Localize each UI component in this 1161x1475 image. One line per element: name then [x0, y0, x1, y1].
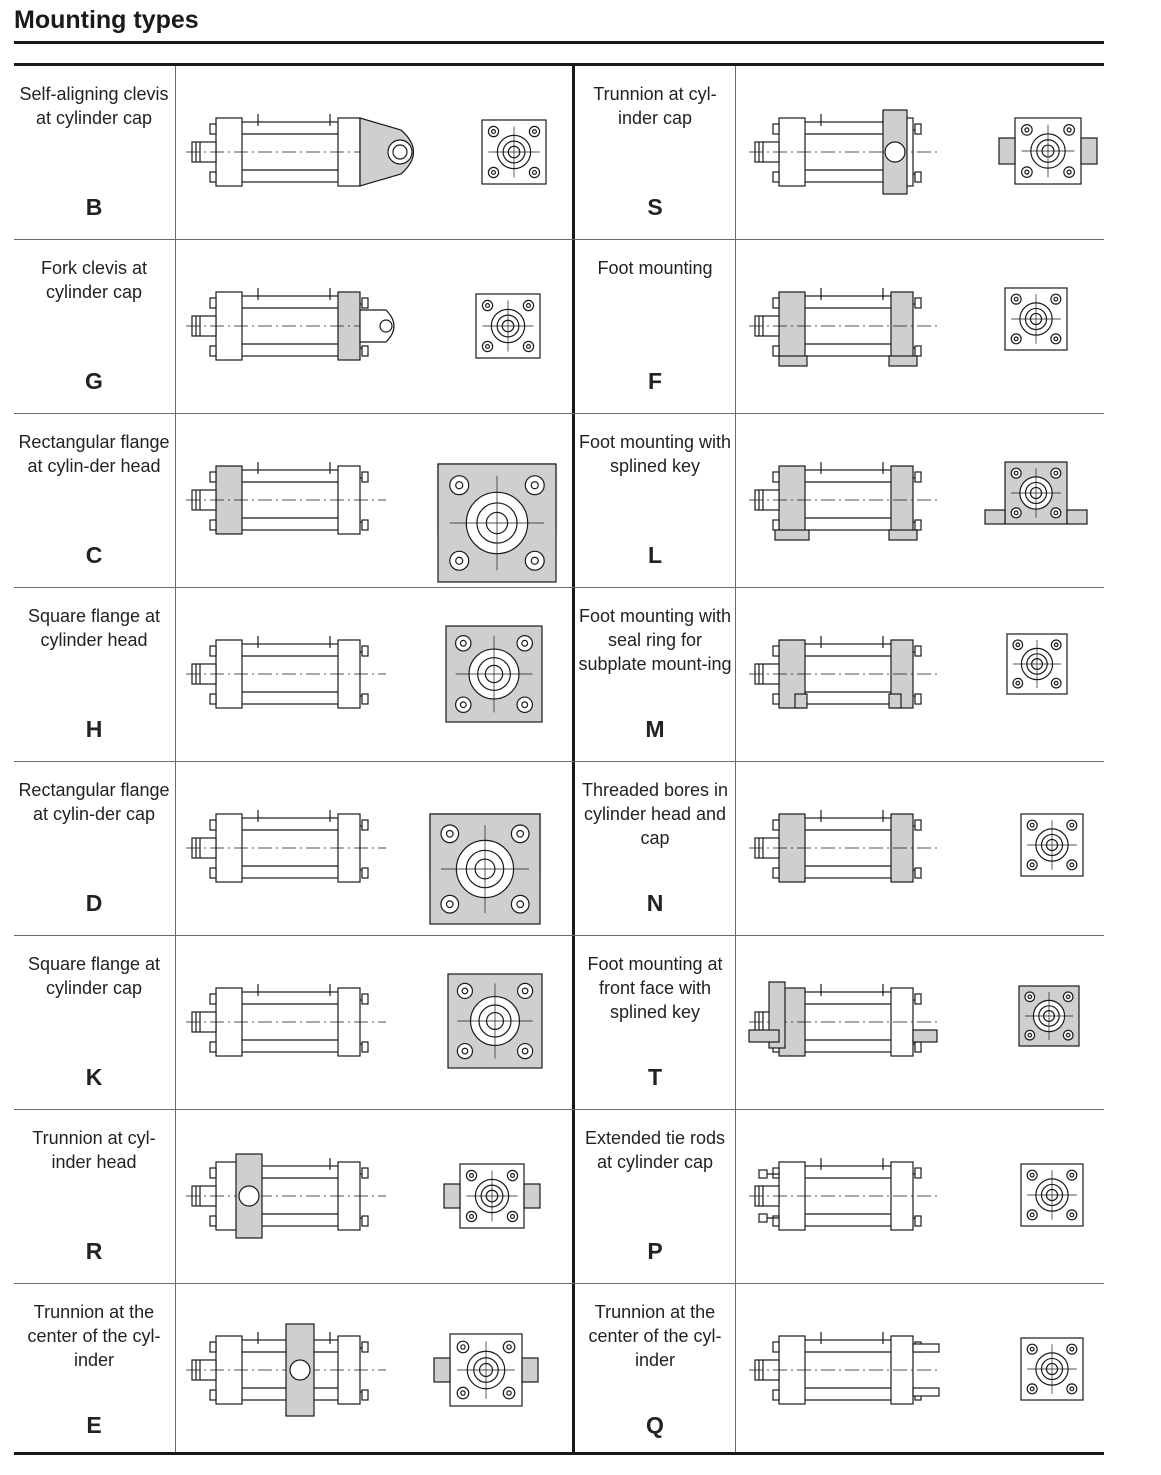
foot-mounting-drawing [749, 286, 1119, 376]
mounting-code-letter: B [85, 194, 103, 220]
mounting-code-letter: S [647, 194, 663, 220]
mounting-code-letter: P [647, 1238, 663, 1264]
mounting-code-letter: K [85, 1064, 103, 1090]
mounting-label: Trunnion at the center of the cyl-inder [27, 1302, 161, 1370]
rectangular-flange-head-drawing [186, 460, 556, 550]
mounting-label: Foot mounting [597, 258, 713, 278]
mounting-code-letter: N [646, 890, 664, 916]
fork-clevis-drawing [186, 286, 556, 376]
mounting-code-letter: D [85, 890, 103, 916]
row-divider [14, 1283, 1104, 1284]
trunnion-center-q-drawing [749, 1330, 1119, 1420]
mounting-label: Rectangular flange at cylin-der head [18, 432, 170, 476]
mounting-label: Foot mounting with seal ring for subplate mount-ing [578, 606, 732, 674]
self-aligning-clevis-drawing [186, 112, 556, 202]
mounting-label: Square flange at cylinder cap [27, 954, 161, 998]
mounting-label: Fork clevis at cylinder cap [40, 258, 148, 302]
row-divider [14, 587, 1104, 588]
mounting-label: Extended tie rods at cylinder cap [584, 1128, 726, 1172]
mounting-code-letter: G [85, 368, 103, 394]
mounting-types-table [14, 63, 1104, 1455]
mounting-code-letter: L [647, 542, 663, 568]
trunnion-cap-drawing [749, 112, 1119, 202]
mounting-label: Trunnion at cyl-inder head [32, 1128, 156, 1172]
foot-front-face-drawing [749, 982, 1119, 1072]
mounting-code-letter: M [645, 716, 665, 742]
mounting-code-letter: T [647, 1064, 663, 1090]
title-rule [14, 41, 1104, 44]
page-title: Mounting types [14, 6, 199, 34]
mounting-code-letter: F [647, 368, 663, 394]
extended-tie-rods-drawing [749, 1156, 1119, 1246]
foot-splined-key-drawing [749, 460, 1119, 550]
mounting-label: Foot mounting with splined key [578, 432, 732, 476]
mounting-code-letter: R [85, 1238, 103, 1264]
mounting-code-letter: E [86, 1412, 102, 1438]
threaded-bores-drawing [749, 808, 1119, 898]
mounting-label: Foot mounting at front face with splined key [587, 954, 723, 1022]
row-divider [14, 761, 1104, 762]
row-divider [14, 935, 1104, 936]
mounting-label: Self-aligning clevis at cylinder cap [19, 84, 169, 128]
square-flange-cap-drawing [186, 982, 556, 1072]
trunnion-center-drawing [186, 1330, 556, 1420]
row-divider [14, 413, 1104, 414]
mounting-label: Square flange at cylinder head [27, 606, 161, 650]
row-divider [14, 1109, 1104, 1110]
mounting-label: Rectangular flange at cylin-der cap [18, 780, 170, 824]
mounting-code-letter: C [85, 542, 103, 568]
square-flange-head-drawing [186, 634, 556, 724]
mounting-code-letter: Q [646, 1412, 664, 1438]
mounting-code-letter: H [85, 716, 103, 742]
foot-seal-ring-drawing [749, 634, 1119, 724]
mounting-label: Trunnion at cyl-inder cap [593, 84, 717, 128]
column-divider [175, 66, 176, 1452]
trunnion-head-drawing [186, 1156, 556, 1246]
mounting-label: Trunnion at the center of the cyl-inder [588, 1302, 722, 1370]
row-divider [14, 239, 1104, 240]
column-divider [735, 66, 736, 1452]
rectangular-flange-cap-drawing [186, 808, 556, 898]
mounting-label: Threaded bores in cylinder head and cap [581, 780, 729, 848]
